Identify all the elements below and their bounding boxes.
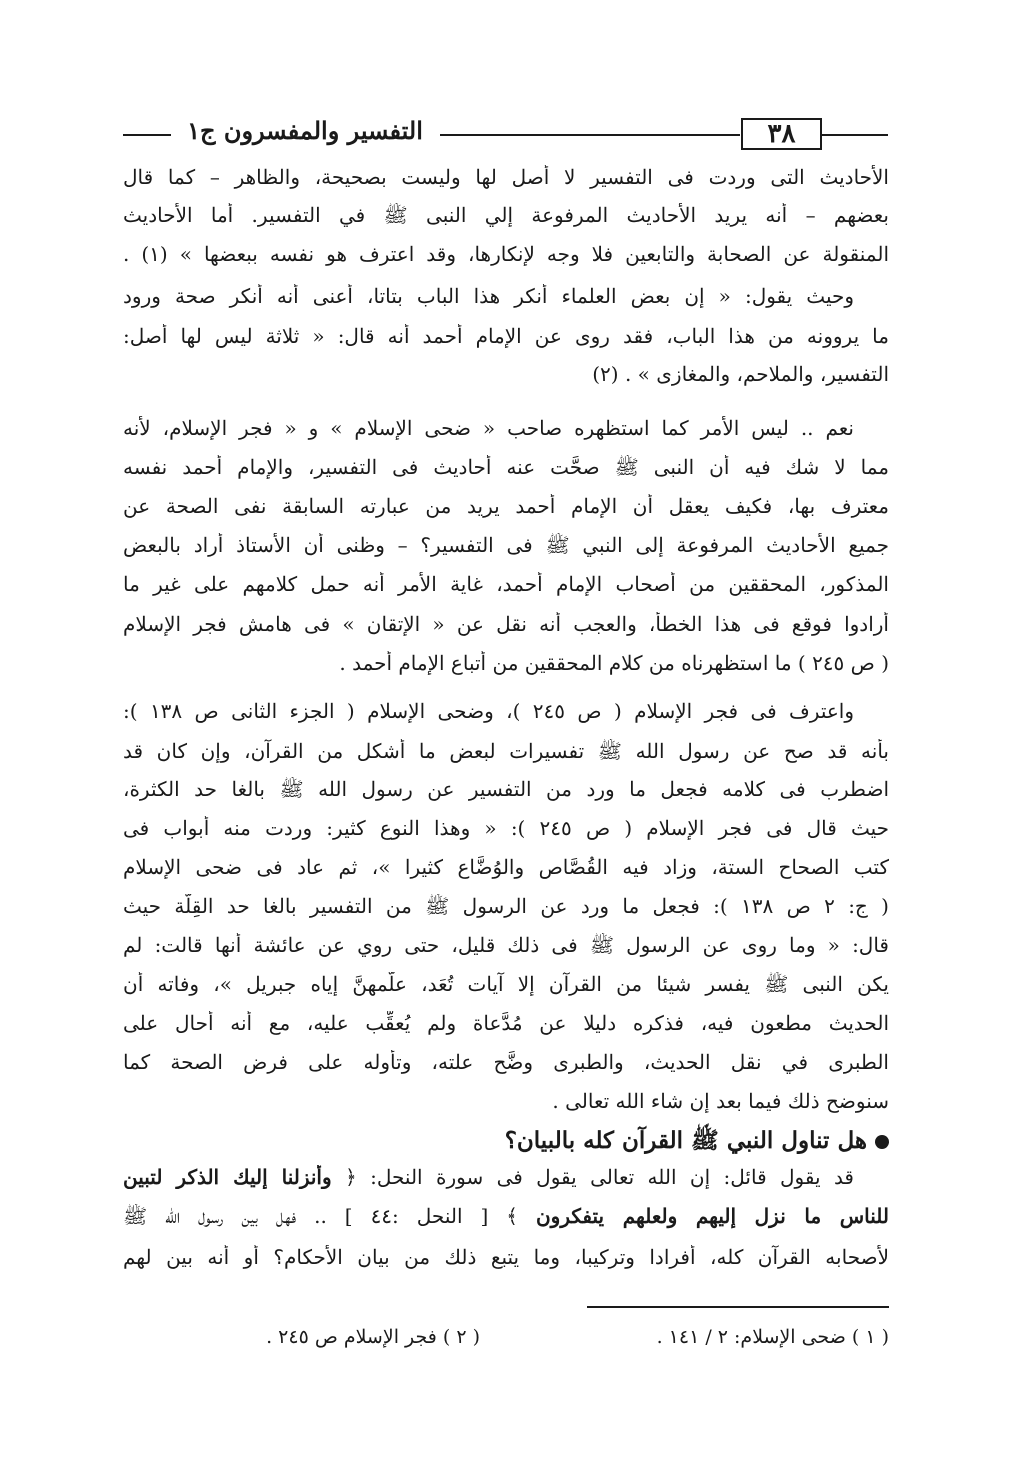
text-line: الطبرى في نقل الحديث، والطبرى وضَّح علته، وتأوله على فرض الصحة كما [123, 1050, 889, 1074]
text-line: ( ص ٢٤٥ ) ما استظهرناه من كلام المحققين من أتباع الإمام أحمد . [339, 651, 889, 675]
header-rule-left [123, 134, 171, 136]
text-line: جميع الأحاديث المرفوعة إلى النبي ﷺ فى التفسير؟ – وظنى أن الأستاذ أراد بالبعض [123, 533, 889, 557]
text-line: وحيث يقول: « إن بعض العلماء أنكر هذا الباب بتاتا، أعنى أنه أنكر صحة ورود [123, 284, 854, 308]
header-rule-right [822, 134, 888, 136]
footnote-2: ( ٢ ) فجر الإسلام ص ٢٤٥ . [266, 1326, 480, 1348]
text-line: بعضهم – أنه يريد الأحاديث المرفوعة إلي النبى ﷺ في التفسير. أما الأحاديث [123, 203, 889, 227]
text-line: المنقولة عن الصحابة والتابعين فلا وجه لإنكارها، وقد اعترف هو نفسه ببعضها » (١) . [123, 242, 889, 266]
quran-verse: للناس ما نزل إليهم ولعلهم يتفكرون [535, 1204, 889, 1228]
running-title: التفسير والمفسرون ج١ [187, 116, 423, 145]
text-line: المذكور، المحققين من أصحاب الإمام أحمد، غاية الأمر أنه حمل كلامهم على غير ما [123, 572, 889, 596]
text-line: لأصحابه القرآن كله، أفرادا وتركيبا، وما يتبع ذلك من بيان الأحكام؟ أو أنه بين لهم [123, 1245, 889, 1269]
page-number: ٣٨ [767, 119, 796, 149]
text-line: يكن النبى ﷺ يفسر شيئا من القرآن إلا آيات تُعَد، علَّمهنَّ إياه جبريل »، وفاته أن [123, 972, 889, 996]
text-segment: ﴾ [ النحل :٤٤ ] .. فهل بين رسول الله ﷺ [123, 1204, 536, 1228]
section-heading [430, 1126, 889, 1160]
header-rule-middle [440, 134, 740, 136]
text-line: معترف بها، فكيف يعقل أن الإمام أحمد يريد من عبارته السابقة نفى الصحة عن [123, 494, 889, 518]
text-line: أرادوا فوقع فى هذا الخطأ، والعجب أنه نقل عن « الإتقان » فى هامش فجر الإسلام [123, 612, 889, 636]
footnote-1: ( ١ ) ضحى الإسلام: ٢ / ١٤١ . [656, 1326, 889, 1348]
text-segment: قد يقول قائل: إن الله تعالى يقول فى سورة النحل: ﴿ [331, 1165, 854, 1189]
text-line: واعترف فى فجر الإسلام ( ص ٢٤٥ )، وضحى الإسلام ( الجزء الثانى ص ١٣٨ ): [123, 699, 854, 723]
text-line: ( ج: ٢ ص ١٣٨ ): فجعل ما ورد عن الرسول ﷺ من التفسير بالغا حد القِلَّة حيث [123, 894, 889, 918]
section-heading-text: هل تناول النبي ﷺ القرآن كله بالبيان؟ [504, 1127, 867, 1154]
text-line: حيث قال فى فجر الإسلام ( ص ٢٤٥ ): « وهذا النوع كثير: وردت منه أبواب فى [123, 816, 889, 840]
text-line: مما لا شك فيه أن النبى ﷺ صحَّت عنه أحاديث فى التفسير، والإمام أحمد نفسه [123, 455, 889, 479]
page-number-box [741, 118, 822, 150]
text-line [123, 1165, 854, 1189]
text-line: سنوضح ذلك فيما بعد إن شاء الله تعالى . [552, 1089, 889, 1113]
text-line: الأحاديث التى وردت فى التفسير لا أصل لها وليست بصحيحة، والظاهر – كما قال [123, 165, 889, 189]
text-line: بأنه قد صح عن رسول الله ﷺ تفسيرات لبعض ما أُشكل من القرآن، وإن كان قد [123, 739, 889, 763]
quran-verse: وأنزلنا إليك الذكر لتبين [123, 1165, 332, 1189]
footnote-rule [587, 1306, 889, 1308]
text-line: الحديث مطعون فيه، فذكره دليلا عن مُدَّعاة ولم يُعقِّب عليه، مع أنه أحال على [123, 1011, 889, 1035]
text-line: كتب الصحاح الستة، وزاد فيه القُصَّاص والوُضَّاع كثيرا »، ثم عاد فى ضحى الإسلام [123, 855, 889, 879]
text-line: نعم .. ليس الأمر كما استظهره صاحب « ضحى الإسلام » و « فجر الإسلام، لأنه [123, 416, 854, 440]
text-line: قال: « وما روى عن الرسول ﷺ فى ذلك قليل، حتى روي عن عائشة أنها قالت: لم [123, 933, 889, 957]
text-line: اضطرب فى كلامه فجعل ما ورد من التفسير عن رسول الله ﷺ بالغا حد الكثرة، [123, 777, 889, 801]
text-line [123, 1204, 889, 1233]
text-line: التفسير، والملاحم، والمغازى » . (٢) [592, 362, 889, 386]
text-line: ما يروونه من هذا الباب، فقد روى عن الإمام أحمد أنه قال: « ثلاثة ليس لها أصل: [123, 324, 889, 348]
bullet-icon [875, 1135, 889, 1149]
